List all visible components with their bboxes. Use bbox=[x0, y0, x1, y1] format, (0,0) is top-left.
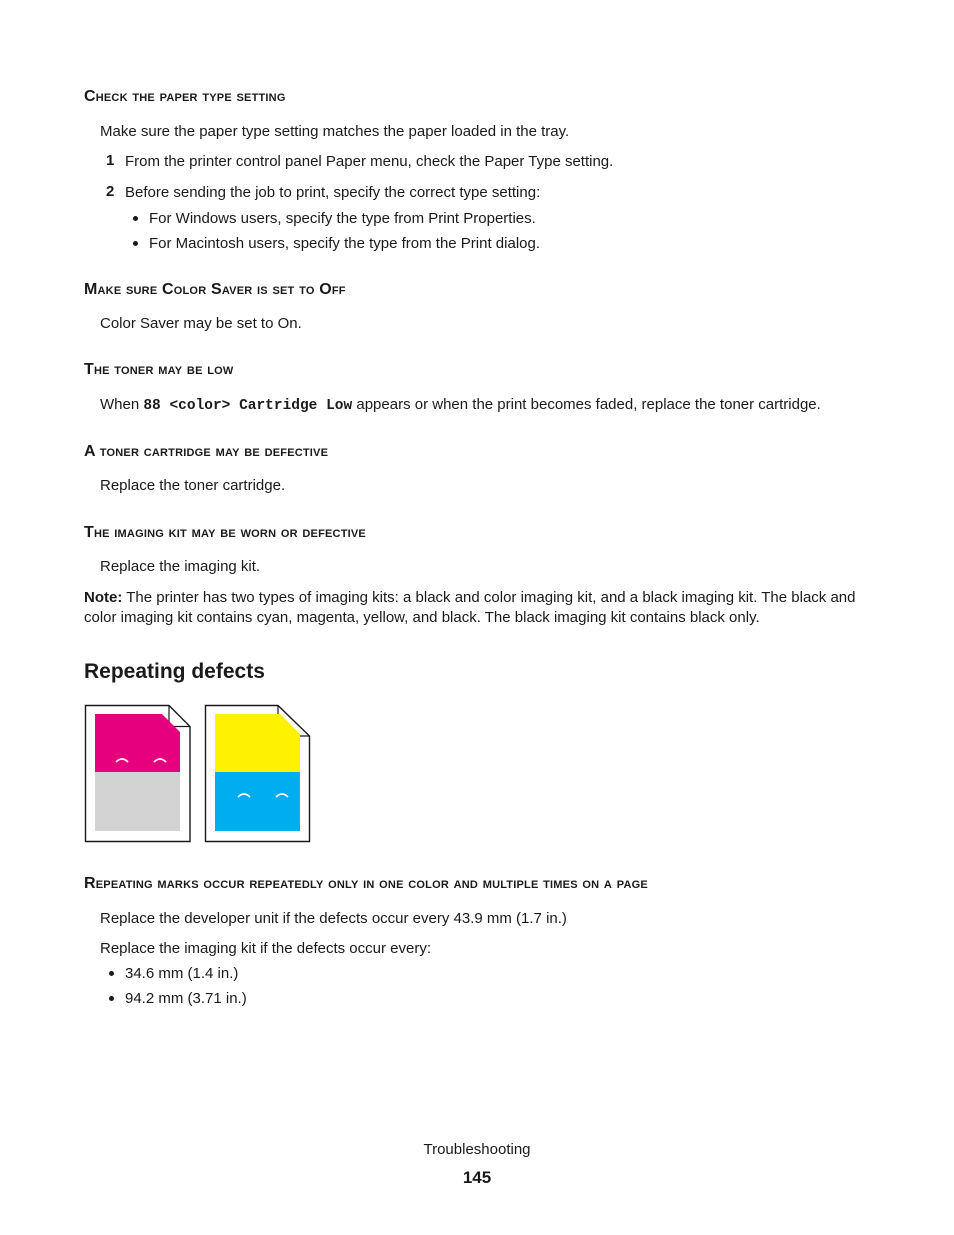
note-text: The printer has two types of imaging kits: a black and color imaging kit, and a black imaging kit. The black and bbox=[122, 589, 856, 606]
paper-type-intro: Make sure the paper type setting matches the paper loaded in the tray. bbox=[100, 123, 570, 140]
color-saver-text: Color Saver may be set to On. bbox=[100, 315, 302, 332]
list-item: For Windows users, specify the type from Print Properties. bbox=[149, 210, 536, 227]
toner-low-text bbox=[100, 395, 821, 416]
page-title-repeating-defects: Repeating defects bbox=[84, 660, 265, 683]
section-heading-paper-type: Check the paper type setting bbox=[84, 88, 286, 105]
bullet-icon bbox=[133, 241, 138, 246]
bullet-icon bbox=[133, 216, 138, 221]
toner-defective-text: Replace the toner cartridge. bbox=[100, 477, 286, 494]
imaging-kit-note-line2: color imaging kit contains cyan, magenta, yellow, and black. The black imaging kit contains black only. bbox=[84, 609, 760, 626]
page-illustration-left bbox=[86, 706, 191, 842]
toner-low-message-code: 88 <color> Cartridge Low bbox=[143, 398, 353, 414]
imaging-kit-note-line1 bbox=[84, 588, 856, 608]
repeating-defects-illustration bbox=[84, 704, 314, 844]
section-heading-color-saver: Make sure Color Saver is set to Off bbox=[84, 281, 346, 298]
page-number: 145 bbox=[462, 1168, 492, 1187]
list-item: For Macintosh users, specify the type from the Print dialog. bbox=[149, 235, 541, 252]
step-number: 2 bbox=[106, 183, 115, 200]
section-heading-toner-defective: A toner cartridge may be defective bbox=[84, 443, 329, 460]
note-label: Note: bbox=[84, 589, 123, 606]
footer-section-label: Troubleshooting bbox=[423, 1141, 531, 1158]
section-heading-imaging-kit: The imaging kit may be worn or defective bbox=[84, 524, 366, 541]
toner-low-text-after: appears or when the print becomes faded, replace the toner cartridge. bbox=[352, 396, 821, 413]
section-heading-toner-low: The toner may be low bbox=[84, 361, 234, 378]
bullet-icon bbox=[109, 996, 114, 1001]
imaging-kit-text: Replace the imaging kit. bbox=[100, 558, 261, 575]
list-item: 94.2 mm (3.71 in.) bbox=[125, 990, 247, 1007]
toner-low-text-before: When bbox=[100, 396, 144, 413]
section-heading-repeating-marks: Repeating marks occur repeatedly only in one color and multiple times on a page bbox=[84, 875, 648, 892]
page-illustration-right bbox=[206, 706, 310, 842]
list-item: 34.6 mm (1.4 in.) bbox=[125, 965, 239, 982]
bullet-icon bbox=[109, 971, 114, 976]
repeating-line-developer: Replace the developer unit if the defects occur every 43.9 mm (1.7 in.) bbox=[100, 910, 567, 927]
step-number: 1 bbox=[106, 152, 115, 169]
repeating-line-imaging-kit: Replace the imaging kit if the defects occur every: bbox=[100, 940, 431, 957]
step-text: From the printer control panel Paper menu, check the Paper Type setting. bbox=[125, 153, 614, 170]
step-text: Before sending the job to print, specify the correct type setting: bbox=[125, 184, 541, 201]
